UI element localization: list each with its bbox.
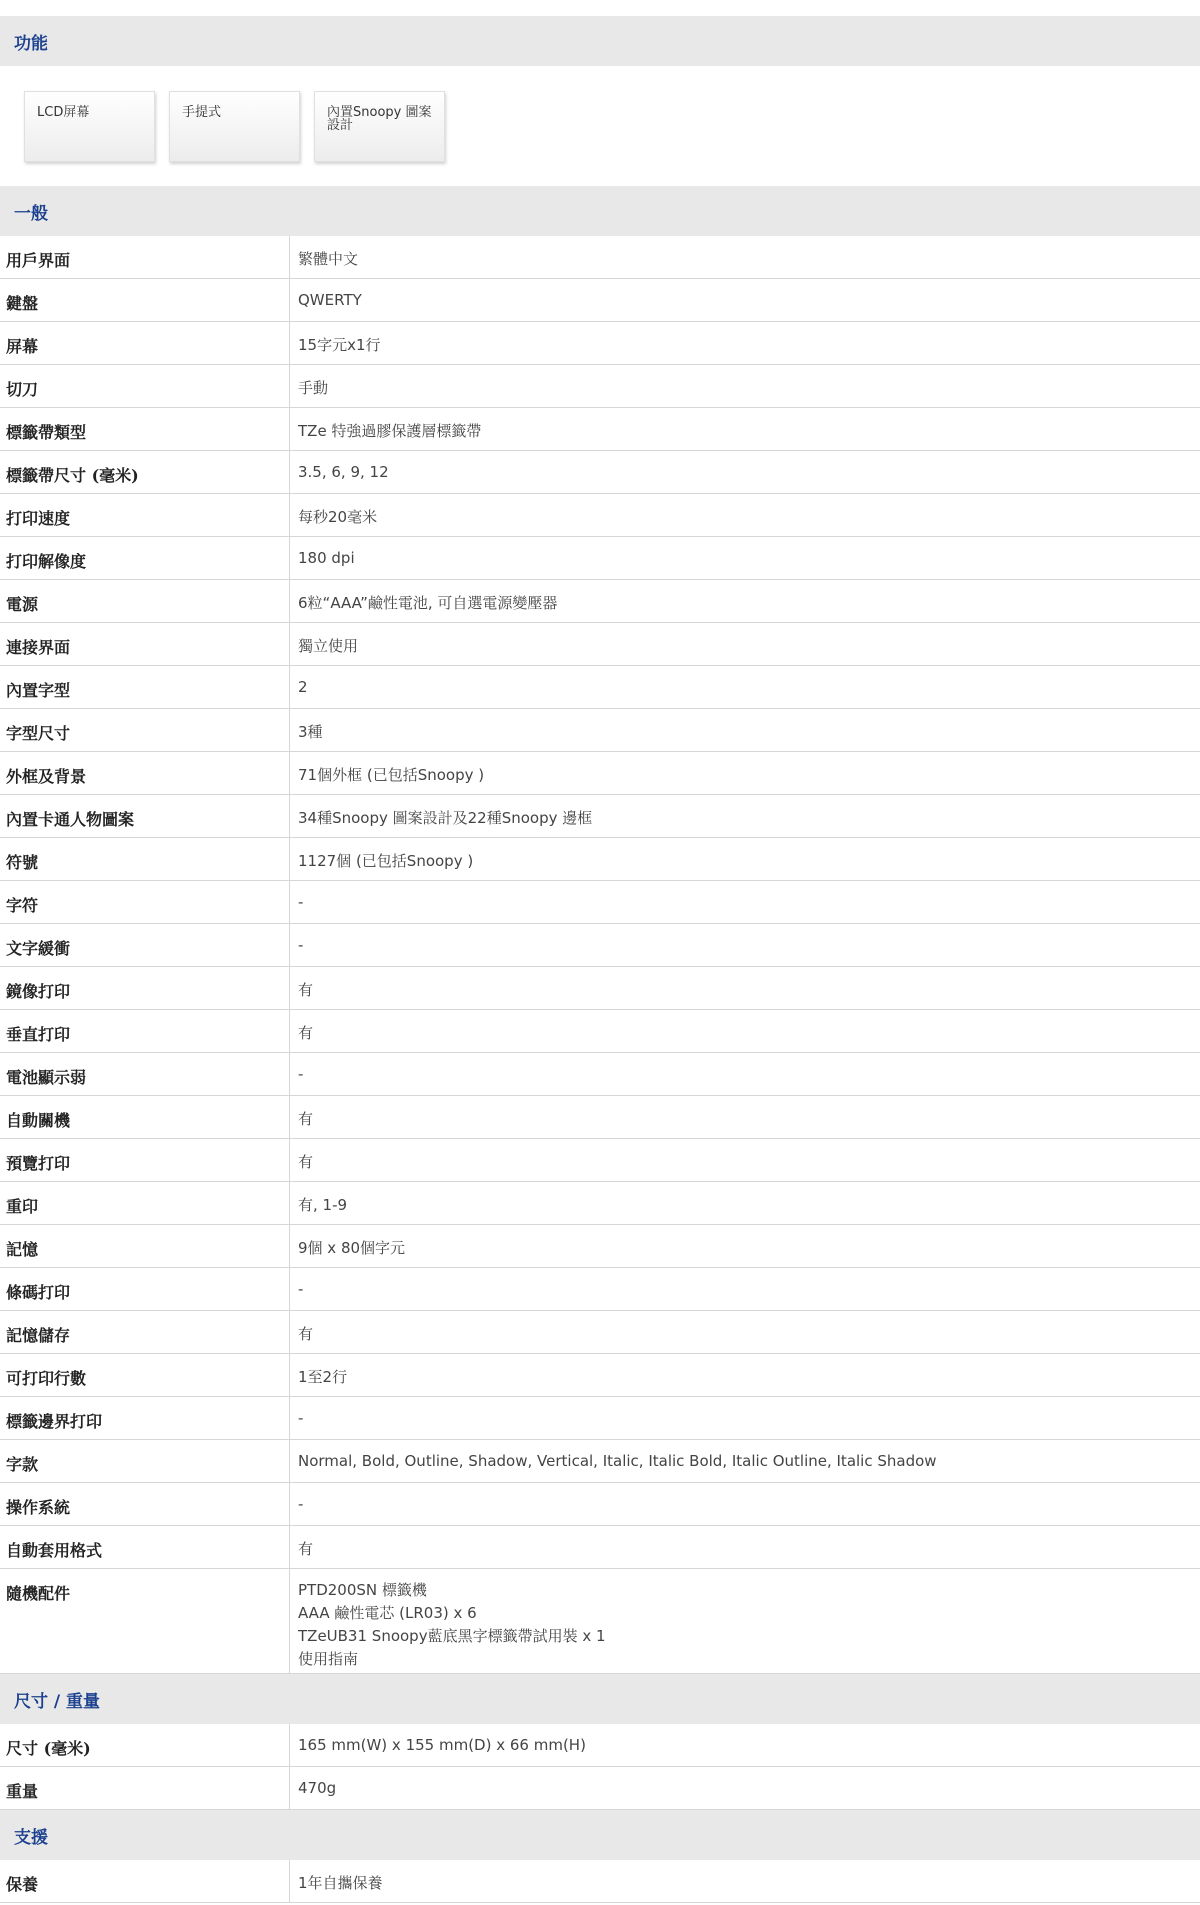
spec-label: 記憶 — [0, 1225, 290, 1267]
spec-row — [0, 924, 1200, 967]
spec-label: 切刀 — [0, 365, 290, 407]
spec-value: - — [298, 936, 304, 954]
spec-label: 電池顯示弱 — [0, 1053, 290, 1095]
spec-label: 文字緩衝 — [0, 924, 290, 966]
spec-row — [0, 1096, 1200, 1139]
spec-value: 6粒“AAA”鹼性電池, 可自選電源變壓器 — [298, 594, 558, 612]
accessory-line: TZeUB31 Snoopy藍底黑字標籤帶試用裝 x 1 — [298, 1627, 606, 1645]
section-header-support: 支援 — [0, 1810, 1200, 1860]
spec-row — [0, 666, 1200, 709]
spec-label: 鏡像打印 — [0, 967, 290, 1009]
spec-row-accessories — [0, 1569, 1200, 1674]
spec-value: 有 — [298, 1153, 314, 1171]
support-spec-table — [0, 1860, 1200, 1903]
section-header-general: 一般 — [0, 186, 1200, 236]
spec-value: - — [298, 1065, 304, 1083]
spec-value: 71個外框 (已包括Snoopy ) — [298, 766, 485, 784]
spec-value: 有 — [298, 1024, 314, 1042]
spec-label: 隨機配件 — [0, 1569, 290, 1673]
spec-row — [0, 623, 1200, 666]
spec-row — [0, 1010, 1200, 1053]
section-header-features: 功能 — [0, 16, 1200, 66]
spec-value: 有 — [298, 1110, 314, 1128]
spec-row — [0, 795, 1200, 838]
spec-label: 標籤邊界打印 — [0, 1397, 290, 1439]
feature-card-portable[interactable]: 手提式 — [169, 91, 300, 162]
spec-row — [0, 1053, 1200, 1096]
spec-value: 繁體中文 — [298, 250, 359, 268]
spec-value: 470g — [298, 1779, 337, 1797]
spec-row — [0, 1483, 1200, 1526]
spec-value: 34種Snoopy 圖案設計及22種Snoopy 邊框 — [298, 809, 593, 827]
spec-label: 內置字型 — [0, 666, 290, 708]
spec-row — [0, 1767, 1200, 1810]
spec-row — [0, 451, 1200, 494]
spec-label: 垂直打印 — [0, 1010, 290, 1052]
spec-row — [0, 1311, 1200, 1354]
spec-value: 有 — [298, 1325, 314, 1343]
spec-value: 165 mm(W) x 155 mm(D) x 66 mm(H) — [298, 1736, 586, 1754]
spec-label: 保養 — [0, 1860, 290, 1902]
spec-row — [0, 322, 1200, 365]
spec-row — [0, 1440, 1200, 1483]
spec-value: - — [298, 1495, 304, 1513]
accessory-line: PTD200SN 標籤機 — [298, 1581, 427, 1599]
feature-card-lcd[interactable]: LCD屏幕 — [24, 91, 155, 162]
spec-value: 2 — [298, 678, 308, 696]
spec-label: 重印 — [0, 1182, 290, 1224]
spec-row — [0, 1139, 1200, 1182]
spec-row — [0, 1354, 1200, 1397]
spec-row — [0, 279, 1200, 322]
spec-label: 尺寸 (毫米) — [0, 1724, 290, 1766]
feature-card-snoopy[interactable]: 內置Snoopy 圖案設計 — [314, 91, 445, 162]
spec-label: 鍵盤 — [0, 279, 290, 321]
spec-value: - — [298, 1409, 304, 1427]
spec-value: 1至2行 — [298, 1368, 348, 1386]
spec-label: 標籤帶尺寸 (毫米) — [0, 451, 290, 493]
spec-row — [0, 1268, 1200, 1311]
feature-cards — [0, 66, 1200, 186]
spec-label: 預覽打印 — [0, 1139, 290, 1181]
top-spacer — [0, 0, 1200, 16]
spec-value: 1年自攜保養 — [298, 1874, 383, 1892]
spec-row — [0, 236, 1200, 279]
spec-label: 打印解像度 — [0, 537, 290, 579]
spec-row — [0, 1225, 1200, 1268]
spec-row — [0, 494, 1200, 537]
spec-label: 條碼打印 — [0, 1268, 290, 1310]
spec-row — [0, 1724, 1200, 1767]
spec-label: 用戶界面 — [0, 236, 290, 278]
spec-row — [0, 881, 1200, 924]
spec-row — [0, 752, 1200, 795]
spec-row — [0, 580, 1200, 623]
spec-label: 標籤帶類型 — [0, 408, 290, 450]
spec-label: 字符 — [0, 881, 290, 923]
spec-row — [0, 1397, 1200, 1440]
spec-label: 電源 — [0, 580, 290, 622]
spec-row — [0, 967, 1200, 1010]
spec-label: 自動套用格式 — [0, 1526, 290, 1568]
spec-value: 有 — [298, 1540, 314, 1558]
spec-label: 字款 — [0, 1440, 290, 1482]
spec-value-accessories — [290, 1569, 1200, 1673]
spec-value: Normal, Bold, Outline, Shadow, Vertical, Italic, Italic Bold, Italic Outline, Italic Shadow — [298, 1452, 937, 1470]
spec-label: 可打印行數 — [0, 1354, 290, 1396]
spec-label: 自動關機 — [0, 1096, 290, 1138]
accessory-line: 使用指南 — [298, 1650, 359, 1668]
spec-row — [0, 537, 1200, 580]
spec-value: 1127個 (已包括Snoopy ) — [298, 852, 474, 870]
spec-value: - — [298, 1280, 304, 1298]
section-header-dimensions: 尺寸 / 重量 — [0, 1674, 1200, 1724]
spec-value: 3.5, 6, 9, 12 — [298, 463, 389, 481]
spec-value: 每秒20毫米 — [298, 508, 378, 526]
spec-row — [0, 1182, 1200, 1225]
dimensions-spec-table — [0, 1724, 1200, 1810]
spec-value: 有, 1-9 — [298, 1196, 348, 1214]
spec-label: 記憶儲存 — [0, 1311, 290, 1353]
spec-row — [0, 1860, 1200, 1903]
spec-label: 字型尺寸 — [0, 709, 290, 751]
spec-row — [0, 838, 1200, 881]
spec-label: 外框及背景 — [0, 752, 290, 794]
spec-value: 獨立使用 — [298, 637, 359, 655]
spec-row — [0, 365, 1200, 408]
spec-value: 15字元x1行 — [298, 336, 381, 354]
spec-value: QWERTY — [298, 291, 362, 309]
spec-label: 內置卡通人物圖案 — [0, 795, 290, 837]
spec-value: 3種 — [298, 723, 323, 741]
spec-label: 符號 — [0, 838, 290, 880]
spec-value: 180 dpi — [298, 549, 355, 567]
spec-label: 重量 — [0, 1767, 290, 1809]
spec-label: 打印速度 — [0, 494, 290, 536]
spec-row — [0, 709, 1200, 752]
spec-label: 連接界面 — [0, 623, 290, 665]
accessory-line: AAA 鹼性電芯 (LR03) x 6 — [298, 1604, 477, 1622]
spec-label: 操作系統 — [0, 1483, 290, 1525]
spec-row — [0, 408, 1200, 451]
spec-value: 手動 — [298, 379, 329, 397]
general-spec-table — [0, 236, 1200, 1569]
spec-value: TZe 特強過膠保護層標籤帶 — [298, 422, 482, 440]
spec-value: 有 — [298, 981, 314, 999]
spec-label: 屏幕 — [0, 322, 290, 364]
spec-row — [0, 1526, 1200, 1569]
spec-value: 9個 x 80個字元 — [298, 1239, 406, 1257]
spec-value: - — [298, 893, 304, 911]
